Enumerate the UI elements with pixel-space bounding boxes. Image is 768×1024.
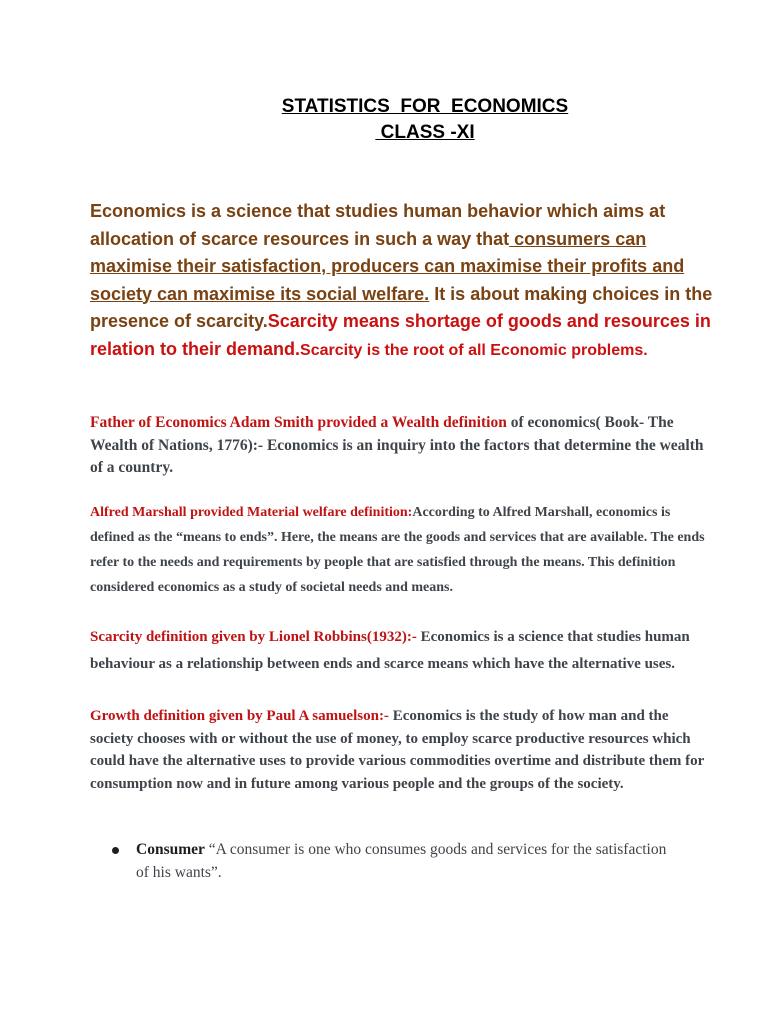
- title-line-1: STATISTICS FOR ECONOMICS: [281, 96, 569, 117]
- intro-text-2: It is about making choices in the presence of scarcity.: [90, 283, 713, 331]
- scarcity-root-statement: Scarcity is the root of all Economic problems.: [300, 341, 648, 359]
- bullet-icon: [112, 847, 119, 854]
- samuelson-body: Economics is the study of how man and the society chooses with or without the use of money, to employ scarce productive resources which could have the alternative uses to provide various commodities overtime and distribute them for consumption now and in future among various people and the groups of the society.: [90, 708, 704, 792]
- document-title: [0, 94, 768, 146]
- samuelson-definition: [90, 705, 710, 795]
- marshall-body: According to Alfred Marshall, economics is defined as the “means to ends”. Here, the means are the goods and services that are available. The ends refer to the needs and requirements by people that are satisfied through the means. This definition considered economics as a study of societal needs and means.: [90, 505, 705, 595]
- scarcity-statement: Scarcity means shortage of goods and resources in relation to their demand.: [90, 311, 711, 359]
- marshall-definition: [90, 500, 710, 600]
- list-item: [112, 839, 672, 884]
- intro-underlined-text: consumers can maximise their satisfaction, producers can maximise their profits and society can maximise its social welfare.: [90, 228, 685, 304]
- consumer-definition: [136, 839, 672, 884]
- consumer-text: “A consumer is one who consumes goods and services for the satisfaction of his wants”.: [136, 841, 667, 881]
- smith-definition: [90, 412, 710, 480]
- intro-paragraph: [90, 198, 730, 364]
- samuelson-heading: Growth definition given by Paul A samuelson:-: [90, 708, 389, 724]
- smith-heading: Father of Economics Adam Smith provided a Wealth definition: [90, 414, 507, 431]
- robbins-heading: Scarcity definition given by Lionel Robbins(1932):-: [90, 629, 417, 645]
- consumer-term: Consumer: [136, 841, 205, 858]
- smith-body: of economics( Book- The Wealth of Nations, 1776):- Economics is an inquiry into the factors that determine the wealth of a country.: [90, 414, 704, 476]
- marshall-heading: Alfred Marshall provided Material welfare definition:: [90, 505, 413, 520]
- intro-text-1: Economics is a science that studies human behavior which aims at allocation of scarce resources in such a way that: [90, 201, 666, 249]
- title-line-2: CLASS -XI: [375, 122, 475, 143]
- robbins-definition: [90, 624, 710, 678]
- robbins-body: Economics is a science that studies human behaviour as a relationship between ends and scarce means which have the alternative uses.: [90, 629, 690, 672]
